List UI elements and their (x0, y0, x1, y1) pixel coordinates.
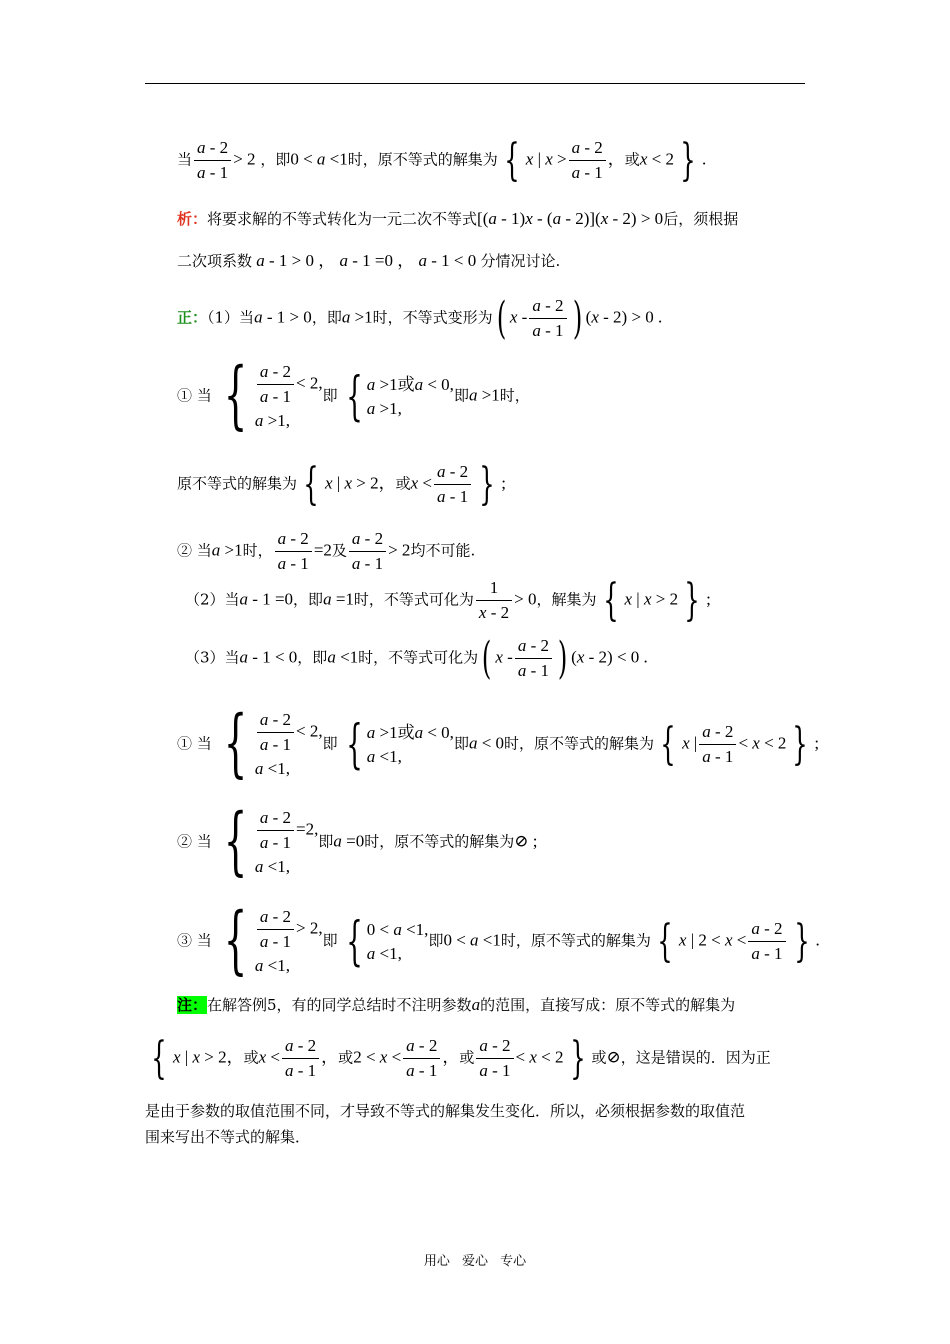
solution-tag: 正： (177, 308, 208, 327)
case-1-2: ② 当a >1时， $\frac{a - 2}{a - 1}$ =2及 $\frac{a - 2}{a - 1}$ > 2均不可能. (177, 529, 476, 573)
solution-part-1: 正：（1）当a - 1 > 0，即a >1时，不等式变形为( x - $\frac{a - 2}{a - 1}$ ) (x - 2) > 0 . (177, 292, 663, 344)
text: ① 当 (177, 734, 212, 753)
text: 及 (331, 541, 347, 560)
text: 当 (177, 150, 193, 169)
note-line-2: { x | x > 2，或x < $\frac{a - 2}{a - 1}$ ，或2 < x < $\frac{a - 2}{a - 1}$ ，或 $\frac{a - 2}{a - 1}$ < x < 2 } 或⊘，这是错误的．因为正 (151, 1032, 771, 1084)
note-tag: 注： (177, 996, 208, 1014)
text: 时，不等式变形为 (372, 308, 493, 327)
fraction: $\frac{a - 2}{a - 1}$ (194, 136, 231, 185)
text: ，即 (293, 590, 324, 609)
text: 后，须根据 (663, 210, 739, 228)
header-rule (145, 83, 805, 84)
text: 或 (591, 1048, 607, 1067)
text: ，即 (297, 648, 328, 667)
text: 二次项系数 (177, 252, 253, 270)
text: 即 (318, 832, 334, 851)
line-case-0-to-1: 当 $\frac{a - 2}{a - 1}$ > 2 ，即0 < a <1时，原不等式的解集为 { x | x > $\frac{a - 2}{a - 1}$ ，或x < 2 } . (177, 134, 707, 186)
text: 时， (242, 541, 273, 560)
note-line-1: 注：在解答例5，有的同学总结时不注明参数a的范围，直接写成：原不等式的解集为 (177, 995, 736, 1014)
case-3-2: ② 当 { $\frac{a - 2}{a - 1}$ =2, a <1, 即a =0时，原不等式的解集为⊘ ; (177, 798, 538, 884)
page-footer: 用心 爱心 专心 (423, 1254, 527, 1269)
text: 的范围，直接写成：原不等式的解集为 (480, 996, 736, 1014)
solution-part-3: （3）当a - 1 < 0，即a <1时，不等式可化为( x - $\frac{a - 2}{a - 1}$ ) (x - 2) < 0 . (185, 632, 648, 684)
text: 原不等式的解集为 (177, 474, 298, 493)
text: ，即 (260, 150, 291, 169)
text: 时，原不等式的解集为 (364, 832, 515, 851)
text: 或 (395, 474, 411, 493)
text: ① 当 (177, 386, 212, 405)
text: 均不可能. (410, 541, 476, 560)
text: 在解答例5，有的同学总结时不注明参数 (207, 996, 472, 1014)
note-line-4 (145, 1126, 310, 1148)
text: ，这是错误的．因为正 (620, 1048, 771, 1067)
analysis-tag: 析： (177, 210, 208, 228)
case-3-1: ① 当 { $\frac{a - 2}{a - 1}$ < 2, a <1, 即 { a >1或a < 0, a <1, 即a < 0时，原不等式的解集为 { x | $\frac{a - 2}{a - 1}$ < x < 2 } ; (177, 700, 820, 786)
solution-part-2: （2）当a - 1 =0，即a =1时，不等式可化为 $\frac{1}{x - 2}$ > 0，解集为 { x | x > 2 } ; (185, 574, 711, 626)
case-3-3: ③ 当 { $\frac{a - 2}{a - 1}$ > 2, a <1, 即 { 0 < a <1, a <1, 即0 < a <1时，原不等式的解集为 { x | 2 < x < $\frac{a - 2}{a - 1}$ } . (177, 897, 820, 983)
text: 时，不等式可化为 (358, 648, 479, 667)
text: ，解集为 (536, 590, 597, 609)
text: 分情况讨论. (480, 252, 561, 270)
note-line-3 (145, 1100, 745, 1122)
text: 或 (338, 1048, 354, 1067)
text: 即 (428, 931, 444, 950)
text: （2）当 (185, 590, 240, 609)
text: （1）当 (207, 308, 255, 327)
text: 即 (453, 386, 469, 405)
text: 时，原不等式的解集为 (347, 150, 498, 169)
text: 或 (397, 374, 415, 394)
text: 时， (499, 386, 530, 405)
analysis-line-2: 二次项系数 a - 1 > 0 ， a - 1 =0 ， a - 1 < 0 分情况讨论. (177, 251, 561, 270)
case-1-1: ① 当 { $\frac{a - 2}{a - 1}$ < 2, a >1, 即 { a >1或a < 0, a >1, 即a >1时， (177, 352, 530, 438)
text: 时，原不等式的解集为 (504, 734, 655, 753)
text: （3）当 (185, 648, 240, 667)
text: ，即 (311, 308, 342, 327)
text: ② 当 (177, 541, 212, 560)
text: ③ 当 (177, 931, 212, 950)
text: 围来写出不等式的解集． (145, 1128, 311, 1146)
text: 或 (243, 1048, 259, 1067)
text: 即 (322, 931, 338, 950)
text: 时，原不等式的解集为 (500, 931, 651, 950)
text: 或 (459, 1048, 475, 1067)
text: 或 (397, 722, 415, 742)
text: 时，不等式可化为 (353, 590, 474, 609)
solution-set-1: 原不等式的解集为 { x | x > 2，或x < $\frac{a - 2}{a - 1}$ } ; (177, 458, 506, 510)
text: 即 (322, 734, 338, 753)
text: ② 当 (177, 832, 212, 851)
text: 即 (453, 734, 469, 753)
text: 或 (624, 150, 640, 169)
analysis-line-1: 析：将要求解的不等式转化为一元二次不等式[(a - 1)x - (a - 2)](x - 2) > 0后，须根据 (177, 209, 739, 228)
text: 将要求解的不等式转化为一元二次不等式 (207, 210, 478, 228)
text: 是由于参数的取值范围不同，才导致不等式的解集发生变化．所以，必须根据参数的取值范 (145, 1102, 746, 1120)
text: 即 (322, 386, 338, 405)
